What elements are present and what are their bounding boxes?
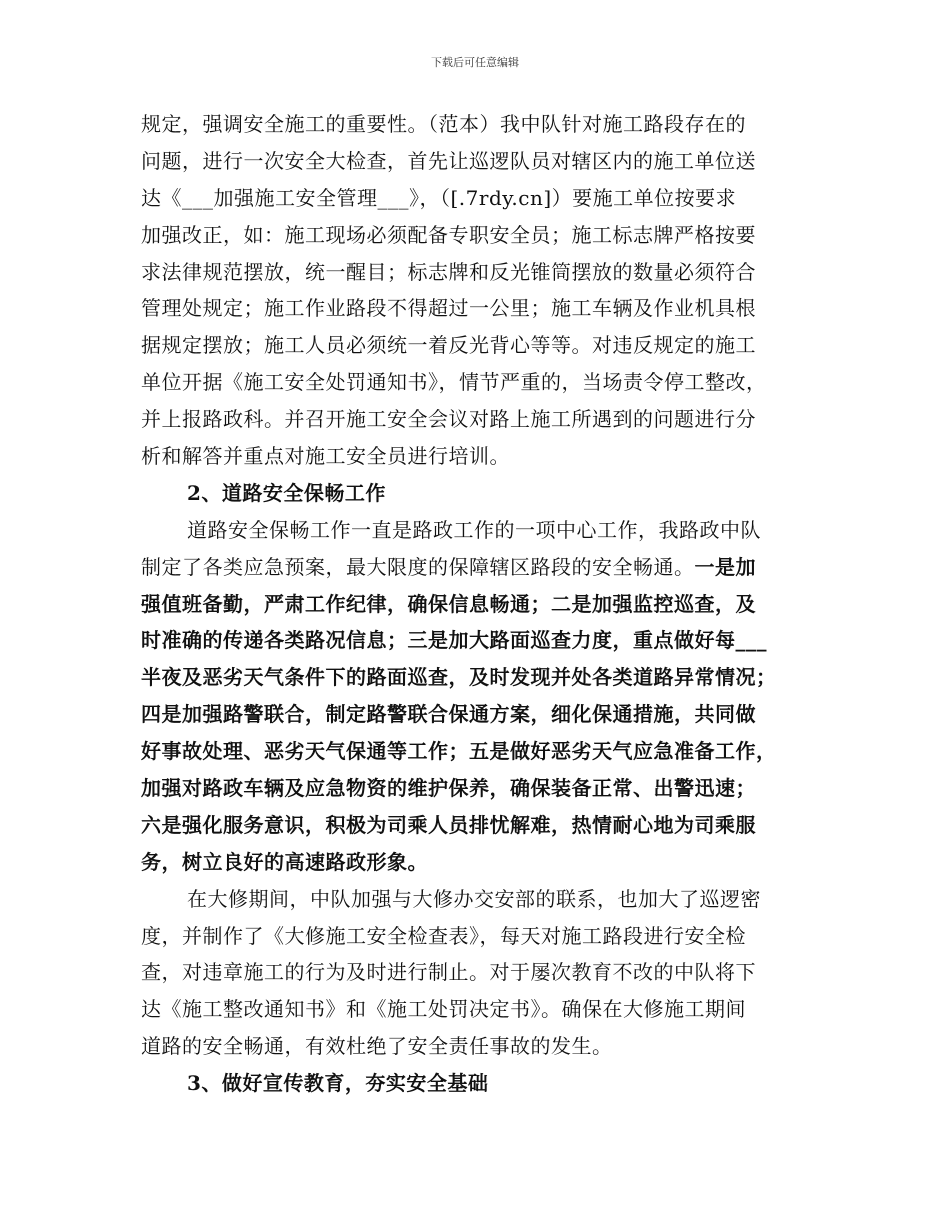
text-line [141, 106, 824, 143]
text-line [141, 991, 824, 1028]
page-header: 下载后可任意编辑 [431, 56, 519, 69]
line-text: 2、道路安全保畅工作 [187, 480, 386, 505]
line-text: 强值班备勤，严肃工作纪律，确保信息畅通；二是加强监控巡查，及 [141, 591, 756, 616]
line-text: 务，树立良好的高速路政形象。 [141, 849, 428, 874]
text-line [141, 918, 824, 955]
line-text: 单位开据《施工安全处罚通知书》，情节严重的，当场责令停工整改， [141, 370, 767, 395]
line-text-bold-tail: 一是加 [694, 554, 756, 579]
line-text: 度，并制作了《大修施工安全检查表》，每天对施工路段进行安全检 [141, 923, 746, 948]
line-text: 加强对路政车辆及应急物资的维护保养，确保装备正常、出警迅速； [141, 776, 756, 801]
text-line [141, 217, 824, 254]
text-line [141, 622, 824, 659]
text-line [141, 733, 824, 770]
text-line [141, 770, 824, 807]
line-text: 达《施工整改通知书》和《施工处罚决定书》。确保在大修施工期间 [141, 997, 746, 1022]
text-line [141, 696, 824, 733]
text-line [141, 180, 824, 217]
text-line [141, 254, 824, 291]
line-text: 制定了各类应急预案，最大限度的保障辖区路段的安全畅通。 [141, 554, 695, 579]
line-text: 四是加强路警联合，制定路警联合保通方案，细化保通措施，共同做 [141, 702, 756, 727]
line-text: 据规定摆放；施工人员必须统一着反光背心等等。对违反规定的施工 [141, 333, 756, 358]
text-line [141, 1028, 824, 1065]
line-text: 六是强化服务意识，积极为司乘人员排忧解难，热情耐心地为司乘服 [141, 812, 756, 837]
text-line [141, 512, 824, 549]
line-text: 求法律规范摆放，统一醒目；标志牌和反光锥筒摆放的数量必须符合 [141, 259, 756, 284]
line-text: 时准确的传递各类路况信息；三是加大路面巡查力度，重点做好每___ [141, 628, 767, 653]
line-text: 管理处规定；施工作业路段不得超过一公里；施工车辆及作业机具根 [141, 296, 756, 321]
document-body [141, 106, 824, 1102]
text-line [141, 586, 824, 623]
text-line [141, 659, 824, 696]
line-text: 规定，强调安全施工的重要性。（范本）我中队针对施工路段存在的 [141, 112, 746, 136]
text-line [141, 364, 824, 401]
text-line [141, 954, 824, 991]
line-text: 在大修期间，中队加强与大修办交安部的联系，也加大了巡逻密 [187, 886, 761, 911]
text-line [141, 844, 824, 881]
section-heading [141, 1065, 824, 1102]
line-text: 道路的安全畅通，有效杜绝了安全责任事故的发生。 [141, 1034, 613, 1059]
text-line [141, 143, 824, 180]
text-line [141, 807, 824, 844]
section-heading [141, 475, 824, 512]
line-text: 加强改正，如：施工现场必须配备专职安全员；施工标志牌严格按要 [141, 222, 756, 247]
text-line [141, 438, 824, 475]
line-text: 好事故处理、恶劣天气保通等工作；五是做好恶劣天气应急准备工作， [141, 739, 777, 764]
line-text: 半夜及恶劣天气条件下的路面巡查，及时发现并处各类道路异常情况； [141, 665, 777, 690]
text-line [141, 290, 824, 327]
text-line [141, 881, 824, 918]
line-text: 3、做好宣传教育，夯实安全基础 [187, 1071, 489, 1096]
line-text: 查，对违章施工的行为及时进行制止。对于屡次教育不改的中队将下 [141, 960, 756, 985]
line-text: 析和解答并重点对施工安全员进行培训。 [141, 444, 510, 469]
text-line [141, 327, 824, 364]
line-text: 并上报路政科。并召开施工安全会议对路上施工所遇到的问题进行分 [141, 407, 756, 432]
line-text: 道路安全保畅工作一直是路政工作的一项中心工作，我路政中队 [187, 517, 761, 542]
line-text: 问题，进行一次安全大检查，首先让巡逻队员对辖区内的施工单位送 [141, 148, 756, 173]
text-line [141, 549, 824, 586]
text-line [141, 401, 824, 438]
line-text: 达《___加强施工安全管理___》，（[.7rdy.cn]）要施工单位按要求 [141, 185, 737, 210]
